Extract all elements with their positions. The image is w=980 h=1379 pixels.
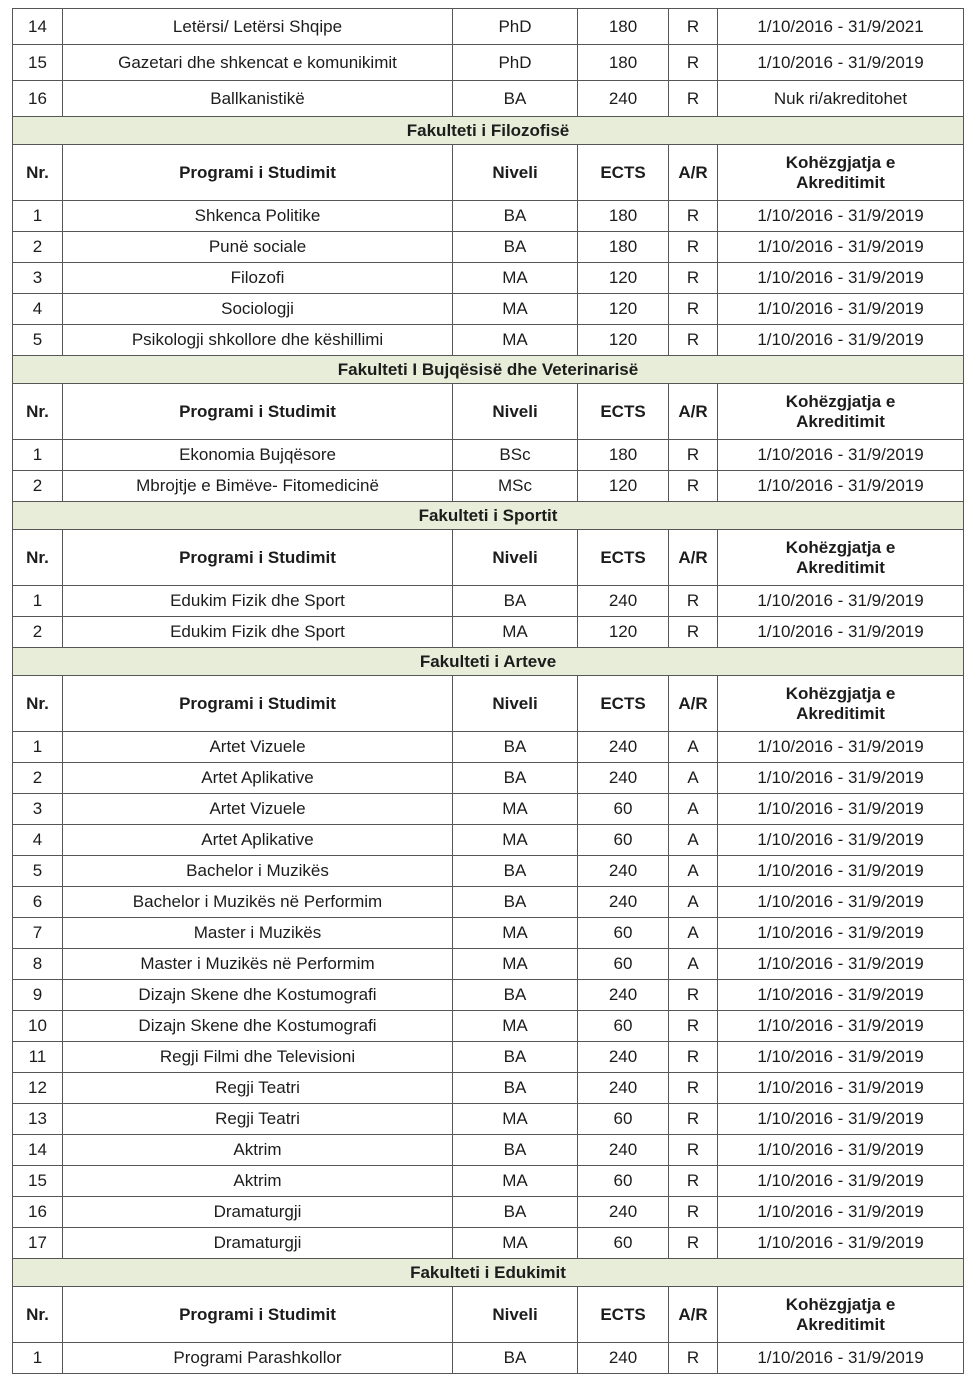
cell-nr: 1 [13, 1343, 63, 1374]
table-row [13, 1197, 964, 1228]
cell-program: Gazetari dhe shkencat e komunikimit [63, 45, 453, 81]
cell-nr: 1 [13, 440, 63, 471]
cell-niveli: BA [453, 1042, 578, 1073]
cell-ar: A [669, 918, 718, 949]
cell-niveli: BA [453, 1073, 578, 1104]
cell-ar: A [669, 856, 718, 887]
cell-niveli: MA [453, 294, 578, 325]
column-header-nr: Nr. [13, 145, 63, 201]
column-header-nr: Nr. [13, 384, 63, 440]
column-header-ar: A/R [669, 1287, 718, 1343]
cell-niveli: BA [453, 1343, 578, 1374]
cell-nr: 1 [13, 586, 63, 617]
cell-duration: 1/10/2016 - 31/9/2019 [718, 1343, 964, 1374]
table-row [13, 918, 964, 949]
cell-ects: 60 [578, 794, 669, 825]
cell-niveli: MA [453, 949, 578, 980]
table-row [13, 1135, 964, 1166]
column-header-duration-text: Kohëzgjatja e Akreditimit [785, 537, 896, 577]
cell-program: Ballkanistikë [63, 81, 453, 117]
cell-ar: A [669, 763, 718, 794]
cell-program: Artet Vizuele [63, 732, 453, 763]
table-row [13, 1104, 964, 1135]
cell-ar: R [669, 1166, 718, 1197]
cell-niveli: MA [453, 325, 578, 356]
table-row [13, 1343, 964, 1374]
column-header-ects: ECTS [578, 676, 669, 732]
cell-nr: 9 [13, 980, 63, 1011]
cell-niveli: MSc [453, 471, 578, 502]
column-header-row [13, 1287, 964, 1343]
faculty-section-title: Fakulteti i Sportit [13, 502, 964, 530]
cell-program: Artet Aplikative [63, 825, 453, 856]
table-row [13, 825, 964, 856]
cell-duration: 1/10/2016 - 31/9/2019 [718, 1166, 964, 1197]
cell-nr: 15 [13, 45, 63, 81]
cell-duration: 1/10/2016 - 31/9/2019 [718, 1104, 964, 1135]
cell-program: Bachelor i Muzikës [63, 856, 453, 887]
cell-nr: 16 [13, 1197, 63, 1228]
column-header-row [13, 530, 964, 586]
cell-niveli: MA [453, 263, 578, 294]
cell-ar: A [669, 887, 718, 918]
column-header-ar: A/R [669, 530, 718, 586]
cell-ar: R [669, 440, 718, 471]
column-header-program: Programi i Studimit [63, 145, 453, 201]
cell-duration: 1/10/2016 - 31/9/2019 [718, 440, 964, 471]
cell-program: Edukim Fizik dhe Sport [63, 617, 453, 648]
faculty-section-row [13, 356, 964, 384]
faculty-section-row [13, 648, 964, 676]
cell-ar: R [669, 263, 718, 294]
cell-duration: 1/10/2016 - 31/9/2019 [718, 1135, 964, 1166]
cell-ar: R [669, 294, 718, 325]
column-header-duration [718, 384, 964, 440]
cell-niveli: BA [453, 1135, 578, 1166]
cell-niveli: MA [453, 794, 578, 825]
cell-ar: R [669, 980, 718, 1011]
cell-duration: 1/10/2016 - 31/9/2019 [718, 980, 964, 1011]
cell-nr: 16 [13, 81, 63, 117]
cell-ects: 120 [578, 325, 669, 356]
cell-program: Sociologji [63, 294, 453, 325]
cell-nr: 14 [13, 9, 63, 45]
cell-duration: 1/10/2016 - 31/9/2019 [718, 1073, 964, 1104]
column-header-duration-text: Kohëzgjatja e Akreditimit [785, 152, 896, 192]
cell-duration: 1/10/2016 - 31/9/2019 [718, 918, 964, 949]
cell-nr: 2 [13, 232, 63, 263]
cell-duration: 1/10/2016 - 31/9/2019 [718, 325, 964, 356]
table-row [13, 471, 964, 502]
cell-duration: 1/10/2016 - 31/9/2019 [718, 1011, 964, 1042]
cell-program: Regji Teatri [63, 1073, 453, 1104]
table-row [13, 45, 964, 81]
cell-nr: 5 [13, 325, 63, 356]
cell-ects: 60 [578, 918, 669, 949]
cell-ects: 180 [578, 232, 669, 263]
cell-nr: 2 [13, 763, 63, 794]
cell-duration: 1/10/2016 - 31/9/2019 [718, 763, 964, 794]
column-header-niveli: Niveli [453, 530, 578, 586]
table-row [13, 617, 964, 648]
cell-duration: 1/10/2016 - 31/9/2019 [718, 1197, 964, 1228]
column-header-program: Programi i Studimit [63, 1287, 453, 1343]
cell-nr: 3 [13, 794, 63, 825]
cell-duration: 1/10/2016 - 31/9/2019 [718, 794, 964, 825]
cell-program: Dizajn Skene dhe Kostumografi [63, 980, 453, 1011]
cell-ar: A [669, 825, 718, 856]
column-header-nr: Nr. [13, 530, 63, 586]
cell-niveli: MA [453, 1011, 578, 1042]
column-header-ar: A/R [669, 676, 718, 732]
cell-ar: R [669, 617, 718, 648]
cell-nr: 13 [13, 1104, 63, 1135]
table-row [13, 232, 964, 263]
column-header-duration-text: Kohëzgjatja e Akreditimit [785, 391, 896, 431]
cell-program: Dramaturgji [63, 1197, 453, 1228]
cell-ects: 240 [578, 1042, 669, 1073]
cell-niveli: MA [453, 918, 578, 949]
column-header-duration [718, 530, 964, 586]
cell-program: Dizajn Skene dhe Kostumografi [63, 1011, 453, 1042]
cell-niveli: BA [453, 856, 578, 887]
cell-duration: 1/10/2016 - 31/9/2019 [718, 617, 964, 648]
cell-duration: 1/10/2016 - 31/9/2019 [718, 949, 964, 980]
cell-ar: A [669, 949, 718, 980]
cell-niveli: BA [453, 1197, 578, 1228]
cell-niveli: BA [453, 201, 578, 232]
cell-nr: 4 [13, 825, 63, 856]
table-row [13, 1228, 964, 1259]
table-row [13, 294, 964, 325]
table-row [13, 263, 964, 294]
cell-ects: 240 [578, 1343, 669, 1374]
cell-ar: R [669, 1104, 718, 1135]
cell-nr: 10 [13, 1011, 63, 1042]
cell-ects: 240 [578, 763, 669, 794]
cell-nr: 15 [13, 1166, 63, 1197]
column-header-ects: ECTS [578, 1287, 669, 1343]
cell-program: Artet Aplikative [63, 763, 453, 794]
table-row [13, 794, 964, 825]
cell-ects: 120 [578, 617, 669, 648]
cell-duration: 1/10/2016 - 31/9/2019 [718, 232, 964, 263]
table-row [13, 1042, 964, 1073]
table-row [13, 856, 964, 887]
cell-ar: R [669, 1011, 718, 1042]
accreditation-table [12, 8, 964, 1374]
cell-niveli: BA [453, 763, 578, 794]
column-header-nr: Nr. [13, 676, 63, 732]
cell-niveli: BA [453, 586, 578, 617]
column-header-row [13, 384, 964, 440]
cell-program: Regji Teatri [63, 1104, 453, 1135]
cell-ects: 60 [578, 1166, 669, 1197]
column-header-program: Programi i Studimit [63, 676, 453, 732]
cell-duration: 1/10/2016 - 31/9/2019 [718, 294, 964, 325]
cell-ar: A [669, 794, 718, 825]
cell-ar: R [669, 1042, 718, 1073]
column-header-ar: A/R [669, 145, 718, 201]
table-row [13, 1166, 964, 1197]
table-row [13, 949, 964, 980]
cell-duration: 1/10/2016 - 31/9/2019 [718, 201, 964, 232]
cell-nr: 4 [13, 294, 63, 325]
cell-duration: 1/10/2016 - 31/9/2019 [718, 586, 964, 617]
faculty-section-title: Fakulteti i Edukimit [13, 1259, 964, 1287]
cell-nr: 11 [13, 1042, 63, 1073]
cell-program: Regji Filmi dhe Televisioni [63, 1042, 453, 1073]
cell-niveli: MA [453, 617, 578, 648]
cell-nr: 2 [13, 617, 63, 648]
cell-duration: 1/10/2016 - 31/9/2019 [718, 263, 964, 294]
cell-ar: R [669, 81, 718, 117]
cell-ar: R [669, 1135, 718, 1166]
table-row [13, 763, 964, 794]
cell-ects: 180 [578, 45, 669, 81]
column-header-duration [718, 1287, 964, 1343]
column-header-program: Programi i Studimit [63, 384, 453, 440]
cell-ects: 240 [578, 81, 669, 117]
cell-niveli: BA [453, 980, 578, 1011]
cell-niveli: MA [453, 1104, 578, 1135]
cell-ects: 240 [578, 586, 669, 617]
cell-program: Bachelor i Muzikës në Performim [63, 887, 453, 918]
cell-ects: 240 [578, 856, 669, 887]
cell-duration: 1/10/2016 - 31/9/2019 [718, 732, 964, 763]
column-header-niveli: Niveli [453, 145, 578, 201]
cell-ar: R [669, 586, 718, 617]
cell-duration: 1/10/2016 - 31/9/2019 [718, 856, 964, 887]
table-row [13, 9, 964, 45]
cell-ar: R [669, 1073, 718, 1104]
cell-niveli: BA [453, 81, 578, 117]
table-row [13, 980, 964, 1011]
cell-program: Edukim Fizik dhe Sport [63, 586, 453, 617]
cell-niveli: MA [453, 825, 578, 856]
cell-duration: 1/10/2016 - 31/9/2019 [718, 471, 964, 502]
cell-ects: 240 [578, 1073, 669, 1104]
column-header-duration [718, 145, 964, 201]
cell-program: Psikologji shkollore dhe këshillimi [63, 325, 453, 356]
column-header-ects: ECTS [578, 384, 669, 440]
column-header-nr: Nr. [13, 1287, 63, 1343]
faculty-section-title: Fakulteti i Filozofisë [13, 117, 964, 145]
cell-ar: R [669, 45, 718, 81]
cell-duration: 1/10/2016 - 31/9/2019 [718, 45, 964, 81]
cell-nr: 2 [13, 471, 63, 502]
column-header-niveli: Niveli [453, 676, 578, 732]
cell-ar: R [669, 325, 718, 356]
cell-ects: 120 [578, 471, 669, 502]
cell-ar: R [669, 1228, 718, 1259]
cell-duration: 1/10/2016 - 31/9/2021 [718, 9, 964, 45]
cell-ects: 120 [578, 263, 669, 294]
faculty-section-title: Fakulteti I Bujqësisë dhe Veterinarisë [13, 356, 964, 384]
cell-ects: 240 [578, 980, 669, 1011]
column-header-niveli: Niveli [453, 1287, 578, 1343]
cell-nr: 7 [13, 918, 63, 949]
cell-niveli: BA [453, 232, 578, 263]
cell-ects: 180 [578, 440, 669, 471]
cell-program: Mbrojtje e Bimëve- Fitomedicinë [63, 471, 453, 502]
column-header-row [13, 145, 964, 201]
column-header-program: Programi i Studimit [63, 530, 453, 586]
cell-nr: 6 [13, 887, 63, 918]
cell-program: Shkenca Politike [63, 201, 453, 232]
table-body [13, 9, 964, 1374]
cell-niveli: BSc [453, 440, 578, 471]
faculty-section-row [13, 117, 964, 145]
table-row [13, 586, 964, 617]
cell-program: Master i Muzikës [63, 918, 453, 949]
cell-ects: 240 [578, 887, 669, 918]
cell-ects: 60 [578, 1011, 669, 1042]
table-row [13, 325, 964, 356]
cell-ects: 240 [578, 1197, 669, 1228]
column-header-duration-text: Kohëzgjatja e Akreditimit [785, 683, 896, 723]
cell-ar: R [669, 1343, 718, 1374]
cell-duration: 1/10/2016 - 31/9/2019 [718, 887, 964, 918]
table-row [13, 1073, 964, 1104]
column-header-duration-text: Kohëzgjatja e Akreditimit [785, 1294, 896, 1334]
cell-ar: R [669, 201, 718, 232]
cell-program: Ekonomia Bujqësore [63, 440, 453, 471]
cell-duration: 1/10/2016 - 31/9/2019 [718, 825, 964, 856]
cell-niveli: PhD [453, 45, 578, 81]
cell-nr: 17 [13, 1228, 63, 1259]
cell-ar: R [669, 9, 718, 45]
cell-niveli: MA [453, 1228, 578, 1259]
faculty-section-row [13, 502, 964, 530]
cell-program: Aktrim [63, 1166, 453, 1197]
column-header-duration [718, 676, 964, 732]
cell-ects: 60 [578, 949, 669, 980]
faculty-section-title: Fakulteti i Arteve [13, 648, 964, 676]
cell-nr: 1 [13, 201, 63, 232]
cell-duration: 1/10/2016 - 31/9/2019 [718, 1228, 964, 1259]
cell-ar: R [669, 1197, 718, 1228]
cell-ects: 180 [578, 201, 669, 232]
cell-program: Artet Vizuele [63, 794, 453, 825]
column-header-ects: ECTS [578, 145, 669, 201]
table-row [13, 440, 964, 471]
cell-niveli: BA [453, 732, 578, 763]
faculty-section-row [13, 1259, 964, 1287]
table-row [13, 1011, 964, 1042]
cell-ects: 120 [578, 294, 669, 325]
cell-program: Master i Muzikës në Performim [63, 949, 453, 980]
cell-program: Aktrim [63, 1135, 453, 1166]
column-header-ar: A/R [669, 384, 718, 440]
cell-program: Letërsi/ Letërsi Shqipe [63, 9, 453, 45]
cell-niveli: MA [453, 1166, 578, 1197]
cell-nr: 12 [13, 1073, 63, 1104]
cell-ects: 60 [578, 1228, 669, 1259]
cell-ects: 240 [578, 732, 669, 763]
cell-niveli: BA [453, 887, 578, 918]
column-header-row [13, 676, 964, 732]
cell-ar: R [669, 232, 718, 263]
cell-ects: 180 [578, 9, 669, 45]
column-header-ects: ECTS [578, 530, 669, 586]
table-row [13, 81, 964, 117]
cell-niveli: PhD [453, 9, 578, 45]
cell-ar: A [669, 732, 718, 763]
cell-duration: Nuk ri/akreditohet [718, 81, 964, 117]
cell-nr: 14 [13, 1135, 63, 1166]
cell-nr: 1 [13, 732, 63, 763]
cell-ar: R [669, 471, 718, 502]
table-row [13, 887, 964, 918]
cell-program: Programi Parashkollor [63, 1343, 453, 1374]
cell-program: Punë sociale [63, 232, 453, 263]
cell-nr: 3 [13, 263, 63, 294]
cell-nr: 5 [13, 856, 63, 887]
cell-ects: 60 [578, 825, 669, 856]
table-row [13, 201, 964, 232]
cell-duration: 1/10/2016 - 31/9/2019 [718, 1042, 964, 1073]
cell-ects: 60 [578, 1104, 669, 1135]
table-row [13, 732, 964, 763]
cell-nr: 8 [13, 949, 63, 980]
column-header-niveli: Niveli [453, 384, 578, 440]
cell-ects: 240 [578, 1135, 669, 1166]
cell-program: Dramaturgji [63, 1228, 453, 1259]
cell-program: Filozofi [63, 263, 453, 294]
